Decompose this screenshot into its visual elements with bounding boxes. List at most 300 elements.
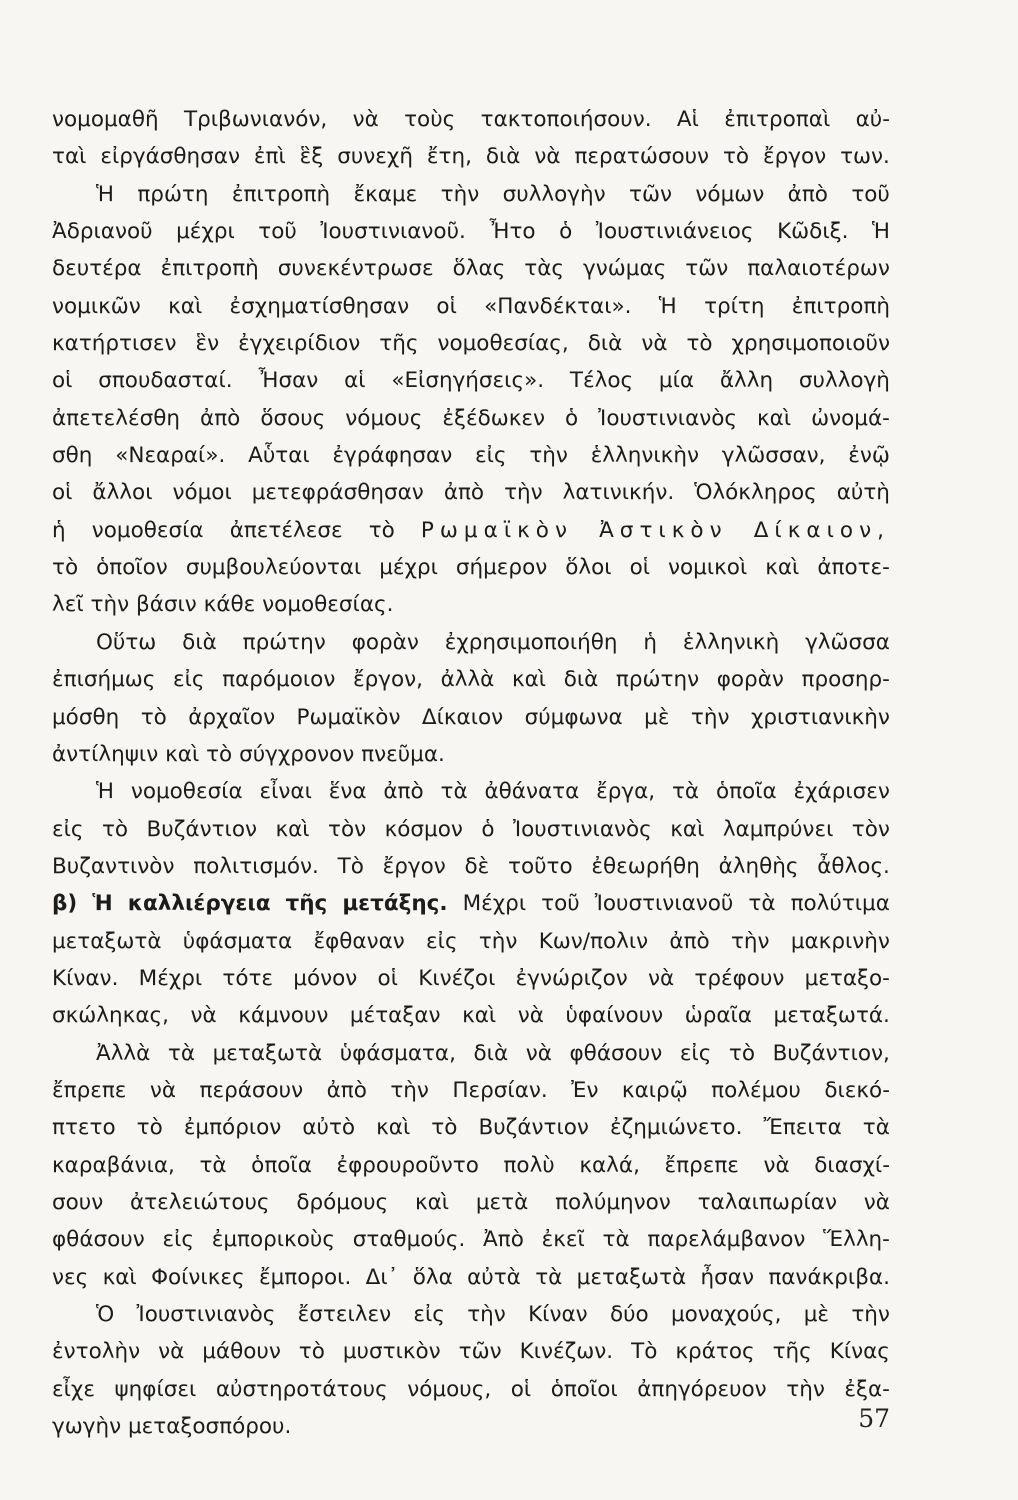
word: εἰς [173, 667, 205, 693]
word: καὶ [757, 405, 792, 431]
text-line [52, 1371, 890, 1408]
word: «Εἰσηγήσεις». [391, 368, 545, 394]
word: τοῦτο [508, 853, 573, 879]
word: μεταξωτὰ [212, 1040, 323, 1066]
word: φορὰν [351, 629, 419, 655]
word: ἐπιτροπὴ [231, 181, 331, 207]
word: ἓξ [299, 144, 324, 170]
word: μάθουν [202, 1339, 281, 1365]
word: ἀληθὴς [718, 853, 799, 879]
word: καὶ [511, 667, 547, 693]
word: τῆς [379, 331, 419, 357]
word: ἆθλος. [817, 853, 890, 879]
word: Τὸ [631, 1339, 658, 1365]
word: Ἰουστινιανὸς [136, 1302, 276, 1327]
word: μόσθη [52, 704, 120, 730]
word: ἀπετέλεσε [229, 517, 343, 543]
word: ἕνα [328, 779, 367, 805]
word: μετεφράσθησαν [251, 480, 424, 506]
word: ἀποτε- [817, 555, 890, 581]
word: Οὕτω [96, 629, 157, 655]
word: Ἰουστινιανοῦ. [320, 219, 466, 245]
word: ἐμπόριον [183, 1115, 282, 1141]
word: ἀπὸ [200, 405, 241, 431]
word: δύο [609, 1302, 649, 1327]
word: νὰ [763, 1152, 790, 1178]
word: οἱ [510, 1376, 532, 1402]
word: παρελάμβανον [647, 1227, 806, 1253]
word: φθάσουν [52, 1227, 145, 1253]
word: καὶ [376, 1115, 411, 1141]
word: Ἡ [96, 181, 114, 207]
word: οἱ [52, 480, 73, 506]
word: ὁποῖοι [550, 1376, 618, 1402]
word: νὰ [641, 331, 668, 357]
word: ἐντολὴν [52, 1339, 141, 1365]
word: εἰς [413, 1302, 445, 1327]
word: καὶ [275, 816, 310, 842]
word: τοῦ [851, 181, 890, 207]
word: τὰ [748, 891, 776, 917]
word: νες [52, 1264, 89, 1290]
text-line [52, 1035, 890, 1072]
word: Ἡ [96, 779, 114, 805]
word: ἀπὸ [669, 928, 710, 954]
word: κόσμον [384, 816, 463, 842]
word: ἐπιτροπὴ [791, 293, 890, 319]
word: τὴν [504, 480, 543, 506]
text-line [52, 1408, 890, 1445]
word: νὰ [517, 1003, 544, 1029]
word: οἱ [436, 293, 457, 319]
text-line [52, 549, 890, 586]
word: πτετο [52, 1115, 116, 1141]
word: νόμους [345, 405, 423, 431]
word: φορὰν [716, 667, 784, 693]
word: Ἰουστινιανὸς [512, 816, 652, 842]
word: διασχί- [814, 1152, 890, 1178]
word: ἦσαν [700, 1264, 754, 1290]
word: Ἀλλὰ [96, 1040, 151, 1066]
word: τὰ [440, 779, 468, 805]
word: γωγὴν [52, 1414, 122, 1440]
word: Κῶδιξ. [777, 219, 849, 245]
word: τὸ [101, 816, 129, 842]
word: πολύμηνον [555, 1189, 671, 1215]
text-line [52, 923, 890, 960]
word: των. [840, 144, 890, 170]
word: εἶχε [52, 1376, 95, 1402]
word: τὸ [368, 517, 395, 543]
word: μέχρι [379, 555, 438, 581]
section-heading-word: μετάξης. [342, 891, 448, 917]
emphasized-word: Ρωμαϊκὸν [420, 517, 573, 543]
text-line [52, 437, 890, 474]
word: περάσουν [199, 1077, 304, 1103]
word: ὁ [481, 816, 495, 842]
word: οἱ [52, 368, 73, 394]
word: τὸ [722, 144, 750, 170]
word: Ἕλλη- [823, 1227, 890, 1253]
word: ἀπὸ [787, 181, 828, 207]
word: τὴν [690, 704, 730, 730]
word: Ἀπὸ [483, 1227, 524, 1253]
word: Ὁλόκληρος [694, 480, 817, 506]
word: ἄλλοι [92, 480, 153, 506]
word: ὅσους [260, 405, 326, 431]
word: μόνον [293, 965, 358, 991]
word: τῶν [685, 256, 729, 282]
word: ἔτη, [426, 144, 472, 170]
word: εἰς [475, 443, 507, 469]
word: μοναχούς, [670, 1302, 782, 1327]
word: τοὺς [404, 107, 456, 132]
word: Τριβωνιανόν, [183, 107, 328, 132]
word: τὴν [90, 592, 130, 618]
word: αὐ- [855, 107, 890, 132]
word: πνεῦμα. [361, 741, 445, 767]
word: τὰ [199, 1152, 227, 1178]
word: καὶ [765, 555, 800, 581]
word: αὐτὰ [467, 1264, 521, 1290]
word: τὴν [529, 443, 568, 469]
word: τὰς [524, 256, 565, 282]
word: Ἰουστινιανοῦ [594, 891, 734, 917]
word: ὅλας [452, 256, 506, 282]
word: ἔργα, [596, 779, 656, 805]
word: τὸ [140, 704, 167, 730]
word: ἓν [195, 331, 220, 357]
word: Δι᾽ [365, 1264, 399, 1290]
word: μακρινὴν [790, 928, 890, 954]
word: πολὺ [503, 1152, 555, 1178]
word: κάμνουν [238, 1003, 329, 1029]
emphasized-word: Δίκαιον, [753, 517, 890, 543]
section-heading-word: β) [52, 891, 78, 917]
word: διεκό- [824, 1077, 890, 1103]
word: δὲ [464, 853, 490, 879]
word: ἀπὸ [326, 1077, 367, 1103]
word: καραβάνια, [52, 1152, 175, 1178]
word: καὶ [462, 1003, 497, 1029]
word: καιρῷ [621, 1077, 688, 1103]
page-body-text [52, 101, 890, 1445]
word: κράτος [675, 1339, 755, 1365]
word: Κων/πολιν [538, 928, 649, 954]
word: χρησιμοποιοῦν [731, 331, 890, 357]
word: Ἡ [871, 219, 890, 245]
word: ἀρχαῖον [188, 704, 276, 730]
word: τοῦ [541, 891, 580, 917]
word: τὴν [390, 1077, 429, 1103]
word: αὐτὸ [302, 1115, 356, 1141]
word: τῆς [772, 1339, 812, 1365]
text-line [52, 101, 890, 138]
word: περατώσουν [574, 144, 710, 170]
word: μία [658, 368, 695, 394]
word: Βυζάντιον [478, 1115, 589, 1141]
word: Ἦσαν [258, 368, 319, 394]
word: ἔπρεπε [664, 1152, 739, 1178]
word: σταθμούς. [352, 1227, 466, 1253]
word: τὸν [851, 816, 890, 842]
word: ἐνῷ [848, 443, 890, 469]
word: ὁποῖα [251, 1152, 312, 1178]
word: νομομαθῆ [52, 107, 159, 132]
word: ἐξα- [844, 1376, 890, 1402]
word: τὸ [298, 1339, 325, 1365]
word: «Πανδέκται». [484, 293, 632, 319]
word: ἀτελειώτους [130, 1189, 270, 1215]
word: πανάκριβα. [768, 1264, 890, 1290]
word: τὴν [786, 1376, 825, 1402]
text-line [52, 811, 890, 848]
word: ἐχρησιμοποιήθη [444, 629, 618, 655]
word: νομοθεσίας. [262, 592, 394, 618]
word: αἱ [344, 368, 366, 394]
word: νομοθεσία [130, 779, 243, 805]
word: συλλογὴ [798, 368, 890, 394]
word: δευτέρα [52, 256, 142, 282]
section-heading-word: καλλιέργεια [127, 891, 271, 917]
word: Ὁ [96, 1302, 115, 1327]
word: νὰ [534, 144, 561, 170]
text-line [52, 960, 890, 997]
word: πρώτην [615, 667, 700, 693]
word: ἀθάνατα [484, 779, 580, 805]
word: τὴν [478, 928, 518, 954]
word: ἀπηγόρευον [637, 1376, 767, 1402]
word: Ἡ [658, 293, 677, 319]
word: μεταξωτὰ [52, 928, 162, 954]
word: ἐπιτροπὴ [160, 256, 259, 282]
word: σθη [52, 443, 93, 469]
word: ἔργον [763, 144, 827, 170]
word: ἀπὸ [443, 480, 485, 506]
word: ἑλληνικὴν [590, 443, 699, 469]
word: διὰ [485, 144, 521, 170]
word: παλαιοτέρων [747, 256, 890, 282]
word: δρόμους [296, 1189, 389, 1215]
word: καὶ [102, 1264, 137, 1290]
text-line [52, 325, 890, 362]
word: ἔστειλεν [297, 1302, 392, 1327]
word: καὶ [168, 293, 203, 319]
word: καλά, [579, 1152, 640, 1178]
word: ἐπιτροπαὶ [724, 107, 831, 132]
word: βάσιν [135, 592, 197, 618]
word: γλῶσσα [805, 629, 890, 655]
word: ὑφάσματα [182, 928, 293, 954]
word: φθάσουν [569, 1040, 663, 1066]
word: σύμφωνα [524, 704, 623, 730]
word: τρέφουν [694, 965, 785, 991]
word: τρίτη [704, 293, 765, 319]
text-line [52, 1333, 890, 1370]
word: Κινέζοι [418, 965, 496, 991]
word: ὁ [559, 219, 573, 245]
word: ἐγνώριζον [515, 965, 628, 991]
word: τὸ [728, 1040, 756, 1066]
word: ἔργον [382, 853, 446, 879]
word: ὁ [565, 405, 579, 431]
word: Δίκαιον [421, 704, 504, 730]
word: ὁποῖα [715, 779, 777, 805]
word: Βυζάντιον [146, 816, 257, 842]
word: μεταξωτὰ [576, 1264, 687, 1290]
word: διὰ [563, 667, 599, 693]
word: ὅλοι [565, 555, 612, 581]
text-line [52, 1259, 890, 1296]
word: σήμερον [455, 555, 548, 581]
word: τὴν [467, 1302, 506, 1327]
text-line [52, 848, 890, 885]
word: Κίναν [528, 1302, 588, 1327]
word: πρώτη [137, 181, 209, 207]
word: συλλογὴν [502, 181, 606, 207]
word: ἡ [643, 629, 658, 655]
word: Μέχρι [462, 891, 527, 917]
word: ἐκεῖ [541, 1227, 585, 1253]
word: Τέλος [569, 368, 634, 394]
word: εἰργάσθησαν [100, 144, 240, 170]
word: τὴν [851, 1302, 890, 1327]
word: τὴν [440, 181, 480, 207]
word: μὲ [803, 1302, 830, 1327]
word: διὰ [587, 331, 623, 357]
word: λαμπρύνει [722, 816, 834, 842]
word: νὰ [525, 1040, 552, 1066]
text-line [52, 138, 890, 175]
word: λατινικήν. [562, 480, 675, 506]
word: Αἱ [676, 107, 699, 132]
word: παρόμοιον [222, 667, 336, 693]
word: Βυζαντινὸν [52, 853, 175, 879]
word: ἔμποροι. [258, 1264, 352, 1290]
word: ὅλα [412, 1264, 453, 1290]
word: τὰ [862, 1115, 890, 1141]
word: Κίνας [829, 1339, 890, 1365]
word: ἀπὸ [383, 779, 424, 805]
word: χριστιανικὴν [750, 704, 890, 730]
word: ἡ [52, 517, 66, 543]
word: κάθε [203, 592, 256, 618]
word: τὴν [730, 928, 770, 954]
word: αὐστηροτάτους [215, 1376, 388, 1402]
word: ἀντίληψιν [52, 741, 159, 767]
word: μέταξαν [349, 1003, 441, 1029]
text-line [52, 362, 890, 399]
word: γνώμας [583, 256, 667, 282]
text-line [52, 213, 890, 250]
text-line [52, 885, 890, 922]
word: Τὸ [337, 853, 364, 879]
word: αὐτὴ [836, 480, 890, 506]
word: ὑφάσματα, [339, 1040, 456, 1066]
word: σκώληκας, [52, 1003, 169, 1029]
word: νὰ [158, 1339, 185, 1365]
word: σύγχρονον [239, 741, 355, 767]
word: οἱ [629, 555, 650, 581]
text-line [52, 661, 890, 698]
word: νὰ [647, 965, 675, 991]
word: Φοίνικες [151, 1264, 245, 1290]
word: Κινέζων. [519, 1339, 614, 1365]
word: ὑφαίνουν [565, 1003, 664, 1029]
word: σουν [52, 1189, 104, 1215]
word: Ἀδριανοῦ [52, 219, 153, 245]
word: τὰ [671, 779, 700, 805]
word: τὰ [535, 1264, 563, 1290]
word: συνεχῆ [337, 144, 413, 170]
text-line [52, 773, 890, 810]
word: ἐπὶ [253, 144, 286, 170]
word: οἱ [377, 965, 398, 991]
word: τῶν [629, 181, 673, 207]
word: διὰ [473, 1040, 509, 1066]
word: μυστικὸν [342, 1339, 441, 1365]
word: νὰ [863, 1189, 890, 1215]
word: ἔργον, [352, 667, 423, 693]
word: εἰς [162, 1227, 194, 1253]
word: ἄλλη [719, 368, 774, 394]
text-line [52, 288, 890, 325]
emphasized-word: Ἀστικὸν [599, 517, 728, 543]
word: εἰς [52, 816, 84, 842]
word: νομικοὶ [668, 555, 748, 581]
word: μεταξωτά. [773, 1003, 890, 1029]
word: πρώτην [242, 629, 326, 655]
word: Μέχρι [138, 965, 203, 991]
word: διὰ [182, 629, 217, 655]
text-line [52, 1184, 890, 1221]
word: κατήρτισεν [52, 331, 177, 357]
word: νομοθεσία [91, 517, 204, 543]
word: συνεκέντρωσε [277, 256, 434, 282]
word: Αὗται [248, 443, 310, 469]
word: τῶν [458, 1339, 502, 1365]
word: ἀπετελέσθη [52, 405, 181, 431]
word: τὸ [206, 741, 233, 767]
text-line [52, 586, 890, 623]
word: τὸ [431, 1115, 458, 1141]
word: ἔφθαναν [313, 928, 405, 954]
text-line [52, 250, 890, 287]
word: ἐζημιώνετο. [609, 1115, 743, 1141]
page-number: 57 [858, 1404, 890, 1433]
word: τὰ [602, 1227, 630, 1253]
word: Ρωμαϊκὸν [296, 704, 401, 730]
word: νόμων [695, 181, 765, 207]
text-line [52, 512, 890, 549]
word: ἐγράφησαν [332, 443, 453, 469]
word: Ἦτο [489, 219, 536, 245]
word: μετὰ [475, 1189, 529, 1215]
word: εἶναι [259, 779, 312, 805]
text-line [52, 1072, 890, 1109]
section-heading-word: Ἡ [92, 891, 113, 917]
word: μέχρι [176, 219, 235, 245]
word: λεῖ [52, 592, 84, 618]
word: ὡραῖα [684, 1003, 752, 1029]
text-line [52, 624, 890, 661]
word: πολιτισμόν. [193, 853, 319, 879]
word: μὲ [644, 704, 670, 730]
word: πολύτιμα [790, 891, 890, 917]
word: νὰ [149, 1077, 177, 1103]
word: νὰ [352, 107, 379, 132]
word: καὶ [165, 741, 200, 767]
